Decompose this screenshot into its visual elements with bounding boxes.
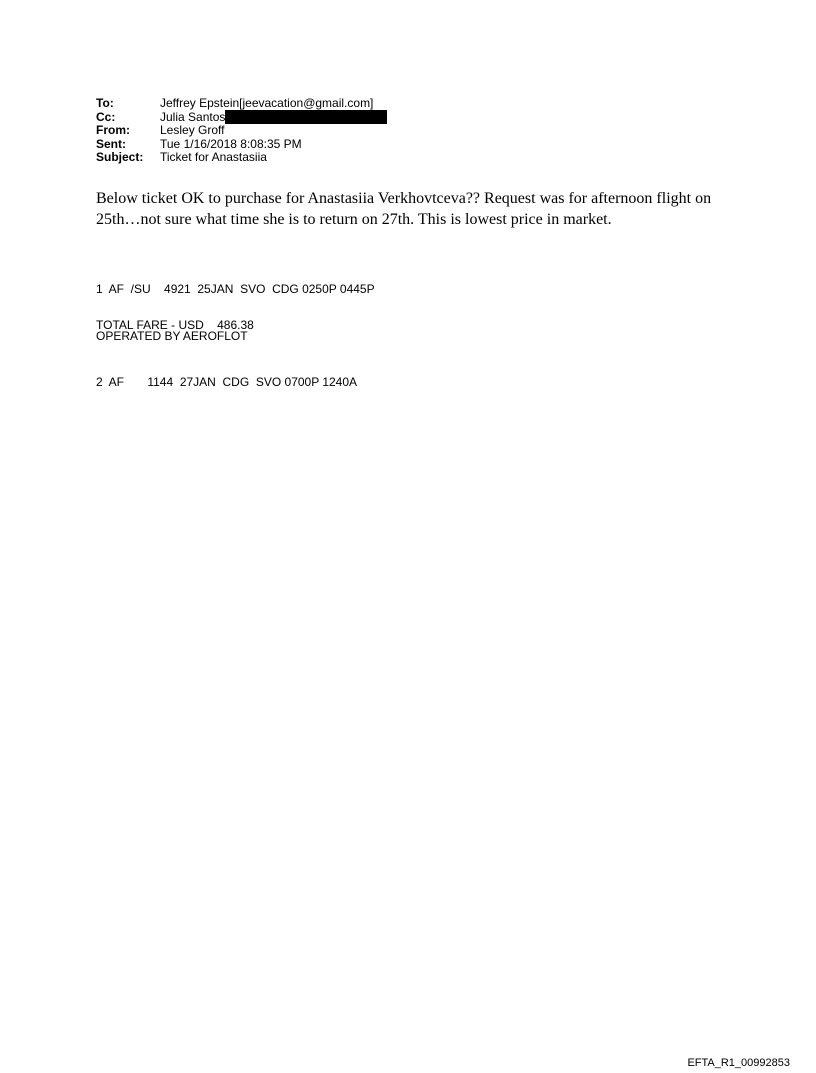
itinerary-segment-2: 2 AF 1144 27JAN CDG SVO 0700P 1240A (96, 375, 358, 389)
from-label: From: (96, 123, 130, 137)
to-label: To: (96, 96, 114, 110)
from-value: Lesley Groff (160, 123, 225, 137)
sent-label: Sent: (96, 136, 126, 151)
to-row (96, 97, 387, 111)
from-row (96, 124, 387, 138)
email-header-block (96, 97, 387, 165)
subject-row (96, 151, 387, 165)
to-value: Jeffrey Epstein[jeevacation@gmail.com] (160, 96, 374, 110)
email-body-message: Below ticket OK to purchase for Anastasiia Verkhovtceva?? Request was for afternoon flight on 25th…not sure what time she is to return on 27th. This is lowest price in market. (96, 190, 712, 228)
total-fare: TOTAL FARE - USD 486.38 (96, 318, 254, 332)
itinerary-segment-1: 1 AF /SU 4921 25JAN SVO CDG 0250P 0445P (96, 282, 375, 296)
itinerary-block (96, 251, 375, 422)
cc-row (96, 111, 387, 125)
redaction-box (225, 110, 387, 124)
itinerary-operated-by: OPERATED BY AEROFLOT (96, 328, 248, 343)
cc-value: Julia Santos (160, 109, 226, 124)
document-id: EFTA_R1_00992853 (687, 1057, 790, 1069)
sent-row (96, 138, 387, 152)
cc-label: Cc: (96, 109, 116, 124)
sent-value: Tue 1/16/2018 8:08:35 PM (160, 136, 302, 151)
subject-value: Ticket for Anastasiia (160, 150, 267, 164)
subject-label: Subject: (96, 150, 144, 164)
